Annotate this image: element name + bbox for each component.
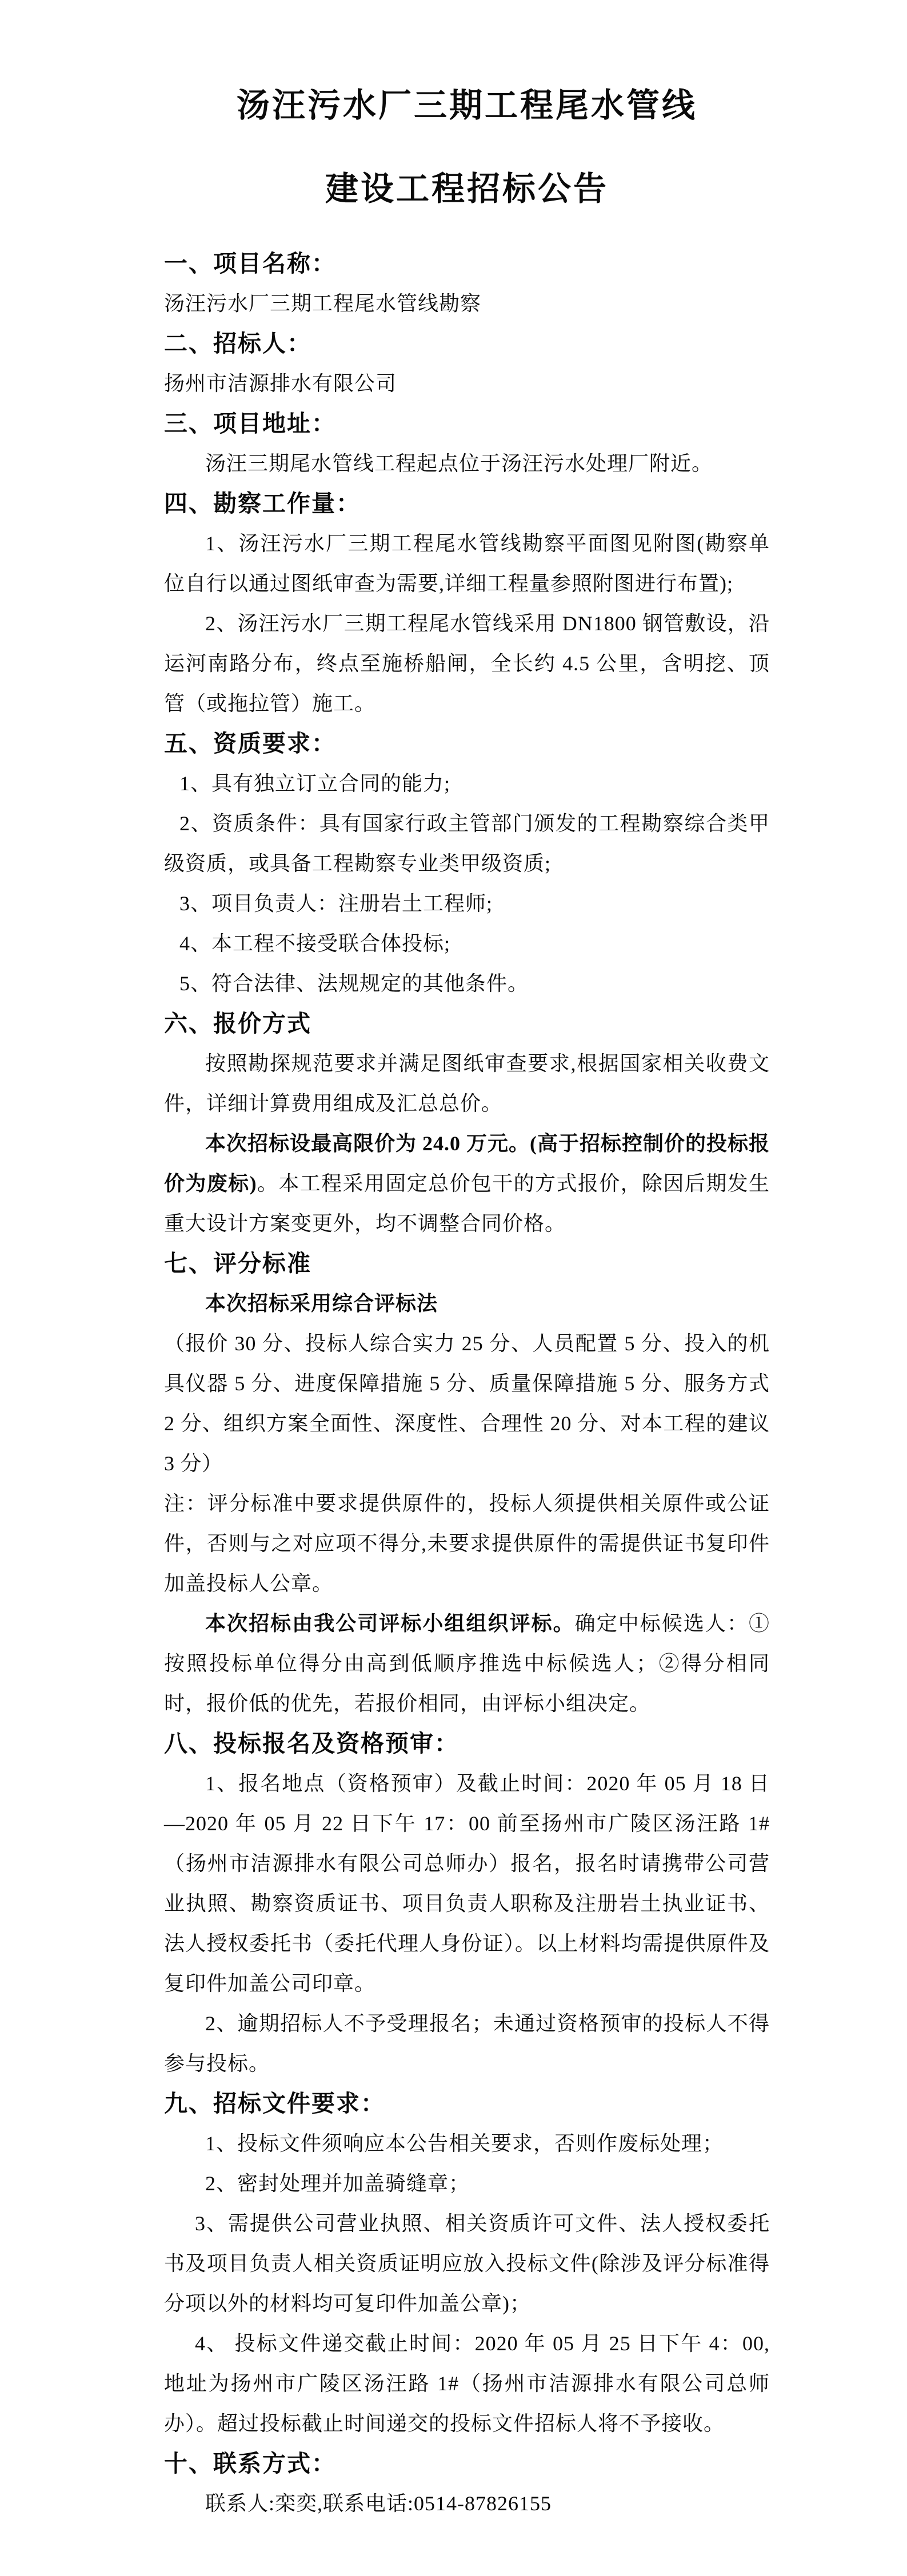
qualification-item-5: 5、符合法律、法规规定的其他条件。 (179, 972, 529, 995)
survey-workload-item-1: 1、汤汪污水厂三期工程尾水管线勘察平面图见附图(勘察单位自行以通过图纸审查为需要,详细工程量参照附图进行布置); (164, 532, 770, 595)
section-2-heading-tenderee: 二、招标人： (164, 330, 311, 357)
price-cap-paragraph (164, 1123, 770, 1243)
section-9-heading-bid-document-requirements: 九、招标文件要求： (164, 2090, 385, 2117)
evaluation-committee-bold-text: 本次招标由我公司评标小组组织评标。 (205, 1612, 575, 1635)
section-7-heading-scoring-criteria: 七、评分标准 (164, 1250, 311, 1277)
originals-note-paragraph: 注：评分标准中要求提供原件的，投标人须提供相关原件或公证件，否则与之对应项不得分,未要求提供原件的需提供证书复印件加盖投标人公章。 (164, 1492, 770, 1595)
registration-item-1: 1、报名地点（资格预审）及截止时间：2020 年 05 月 18 日—2020 年 05 月 22 日下午 17：00 前至扬州市广陵区汤汪路 1#（扬州市洁源排水有限公司总师办）报名，报名时请携带公司营业执照、勘察资质证书、项目负责人职称及注册岩土执业证书、法人授权委托书（委托代理人身份证）。以上材料均需提供原件及复印件加盖公司印章。 (164, 1772, 770, 1995)
bid-document-item-2: 2、密封处理并加盖骑缝章； (205, 2172, 470, 2195)
qualification-item-4: 4、本工程不接受联合体投标; (179, 932, 451, 955)
qualification-item-3: 3、项目负责人：注册岩土工程师; (179, 892, 493, 915)
bid-document-item-3: 3、需提供公司营业执照、相关资质许可文件、法人授权委托书及项目负责人相关资质证明应放入投标文件(除涉及评分标准得分项以外的材料均可复印件加盖公章)； (164, 2212, 770, 2315)
document-title-line-2: 建设工程招标公告 (325, 170, 609, 207)
registration-item-2: 2、逾期招标人不予受理报名；未通过资格预审的投标人不得参与投标。 (164, 2012, 770, 2075)
tenderee-value: 扬州市洁源排水有限公司 (164, 372, 397, 395)
evaluation-method-line: 本次招标采用综合评标法 (205, 1292, 438, 1315)
evaluation-committee-paragraph (164, 1603, 770, 1723)
section-8-heading-registration-prequalification: 八、投标报名及资格预审： (164, 1730, 459, 1757)
contact-info-line: 联系人:栾奕,联系电话:0514-87826155 (205, 2492, 552, 2515)
section-6-heading-quotation-method: 六、报价方式 (164, 1010, 311, 1037)
score-breakdown-paragraph: （报价 30 分、投标人综合实力 25 分、人员配置 5 分、投入的机具仪器 5 分、进度保障措施 5 分、质量保障措施 5 分、服务方式 2 分、组织方案全面性、深度性、合理性 20 分、对本工程的建议 3 分） (164, 1332, 770, 1475)
section-10-heading-contact-info: 十、联系方式： (164, 2450, 336, 2477)
quotation-method-paragraph: 按照勘探规范要求并满足图纸审查要求,根据国家相关收费文件，详细计算费用组成及汇总总价。 (164, 1052, 770, 1115)
survey-workload-item-2: 2、汤汪污水厂三期工程尾水管线采用 DN1800 钢管敷设，沿运河南路分布，终点至施桥船闸，全长约 4.5 公里，含明挖、顶管（或拖拉管）施工。 (164, 612, 770, 715)
document-title-line-1: 汤汪污水厂三期工程尾水管线 (236, 87, 697, 124)
qualification-item-2: 2、资质条件：具有国家行政主管部门颁发的工程勘察综合类甲级资质，或具备工程勘察专业类甲级资质; (164, 812, 770, 875)
project-name-value: 汤汪污水厂三期工程尾水管线勘察 (164, 292, 482, 315)
section-5-heading-qualification-requirements: 五、资质要求： (164, 730, 336, 757)
price-cap-bold-text: 本次招标设最高限价为 24.0 万元。(高于招标控制价的投标报价为废标) (164, 1132, 770, 1195)
evaluation-committee-rest-text: 确定中标候选人：①按照投标单位得分由高到低顺序推选中标候选人；②得分相同时，报价低的优先，若报价相同，由评标小组决定。 (164, 1612, 770, 1715)
bid-document-item-1: 1、投标文件须响应本公告相关要求，否则作废标处理； (205, 2132, 724, 2155)
section-4-heading-survey-workload: 四、勘察工作量： (164, 490, 361, 517)
section-3-heading-project-address: 三、项目地址： (164, 410, 336, 437)
project-address-value: 汤汪三期尾水管线工程起点位于汤汪污水处理厂附近。 (205, 452, 713, 475)
price-cap-rest-text: 。本工程采用固定总价包干的方式报价，除因后期发生重大设计方案变更外，均不调整合同价格。 (164, 1172, 770, 1235)
document-title-block (164, 64, 770, 231)
qualification-item-1: 1、具有独立订立合同的能力; (179, 772, 451, 795)
bid-document-item-4: 4、 投标文件递交截止时间：2020 年 05 月 25 日下午 4：00,地址为扬州市广陵区汤汪路 1#（扬州市洁源排水有限公司总师办）。超过投标截止时间递交的投标文件招标人将不予接收。 (164, 2332, 770, 2435)
section-1-heading-project-name: 一、项目名称： (164, 250, 336, 277)
